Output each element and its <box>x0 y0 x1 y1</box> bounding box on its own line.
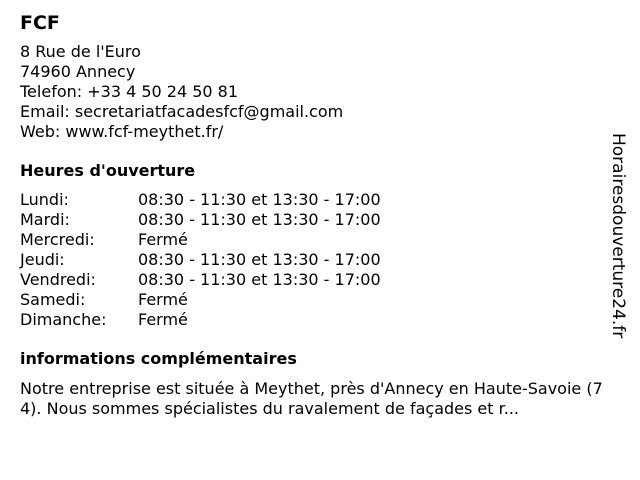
hours-row-lundi <box>20 190 610 210</box>
additional-info-text: Notre entreprise est située à Meythet, près d'Annecy en Haute-Savoie (74). Nous sommes spécialistes du ravalement de façades et r... <box>20 379 603 418</box>
hours-row-samedi <box>20 290 610 310</box>
hours-time-value: Fermé <box>138 290 188 309</box>
hours-day-label: Samedi: <box>20 290 86 309</box>
hours-time-value: 08:30 - 11:30 et 13:30 - 17:00 <box>138 270 381 289</box>
website-line[interactable]: Web: www.fcf-meythet.fr/ <box>20 122 224 141</box>
address-line-2: 74960 Annecy <box>20 62 136 81</box>
phone-line[interactable]: Telefon: +33 4 50 24 50 81 <box>20 82 239 101</box>
hours-day-label: Vendredi: <box>20 270 96 289</box>
hours-time-value: 08:30 - 11:30 et 13:30 - 17:00 <box>138 190 381 209</box>
hours-day-label: Mardi: <box>20 210 70 229</box>
hours-time-value: Fermé <box>138 230 188 249</box>
email-line[interactable]: Email: secretariatfacadesfcf@gmail.com <box>20 102 344 121</box>
hours-time-value: Fermé <box>138 310 188 329</box>
additional-info-heading: informations complémentaires <box>20 349 297 368</box>
business-card <box>20 9 610 419</box>
address-line-1: 8 Rue de l'Euro <box>20 42 141 61</box>
hours-row-mardi <box>20 210 610 230</box>
hours-day-label: Jeudi: <box>20 250 65 269</box>
opening-hours-heading: Heures d'ouverture <box>20 161 196 180</box>
opening-hours-list <box>20 190 610 330</box>
hours-time-value: 08:30 - 11:30 et 13:30 - 17:00 <box>138 210 381 229</box>
hours-time-value: 08:30 - 11:30 et 13:30 - 17:00 <box>138 250 381 269</box>
hours-row-vendredi <box>20 270 610 290</box>
hours-day-label: Mercredi: <box>20 230 95 249</box>
hours-row-mercredi <box>20 230 610 250</box>
hours-row-jeudi <box>20 250 610 270</box>
hours-day-label: Dimanche: <box>20 310 107 329</box>
site-brand-watermark: Horairesdouverture24.fr <box>608 133 628 339</box>
hours-day-label: Lundi: <box>20 190 69 209</box>
business-name: FCF <box>20 12 60 34</box>
hours-row-dimanche <box>20 310 610 330</box>
